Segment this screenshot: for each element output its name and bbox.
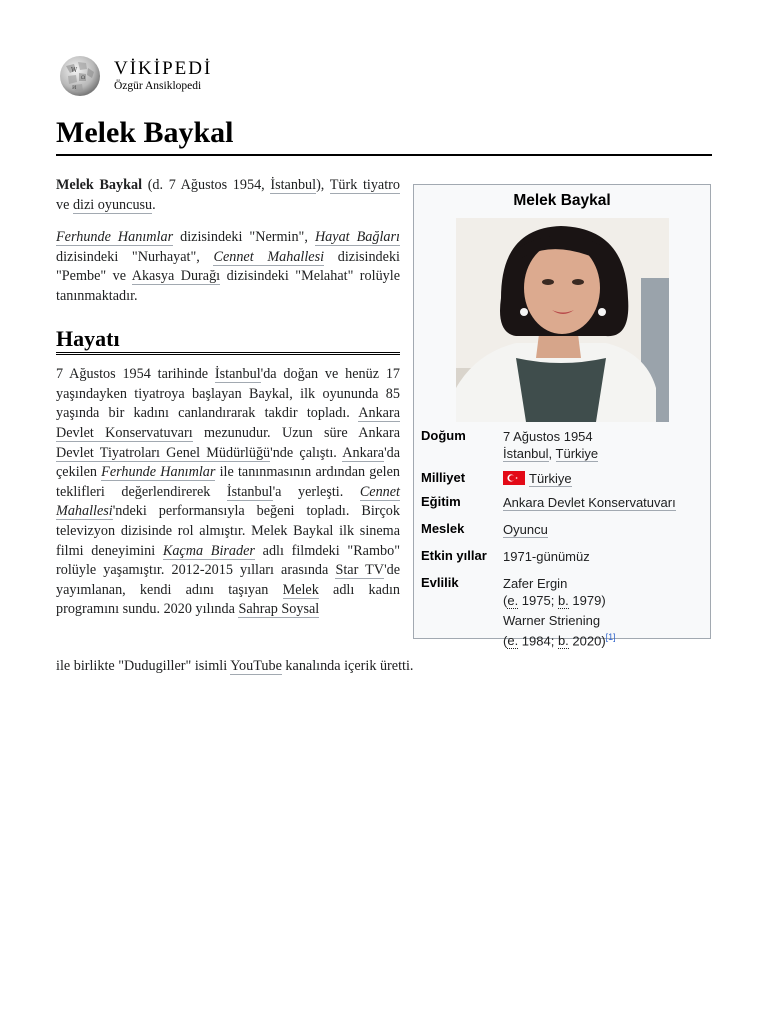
abbr-evlilik: e. bbox=[507, 593, 519, 608]
value-evlilik bbox=[503, 575, 703, 649]
reference-link[interactable]: [1] bbox=[605, 632, 616, 642]
wikipedia-globe-logo bbox=[56, 54, 104, 98]
site-header[interactable] bbox=[56, 54, 212, 98]
portrait-photo[interactable] bbox=[456, 218, 669, 422]
label-etkin-yillar: Etkin yıllar bbox=[421, 548, 487, 563]
link-istanbul[interactable]: İstanbul bbox=[270, 177, 317, 193]
spouse-2-name: Warner Striening bbox=[503, 613, 601, 628]
label-milliyet: Milliyet bbox=[421, 470, 466, 485]
link-dizi-oyuncusu[interactable]: dizi oyuncusu bbox=[72, 196, 153, 213]
value-meslek bbox=[503, 521, 703, 538]
label-meslek: Meslek bbox=[421, 521, 465, 536]
value-egitim bbox=[503, 494, 703, 511]
text: 2020) bbox=[568, 633, 606, 649]
text: ile birlikte "Dudugiller" isimli bbox=[56, 658, 231, 674]
text: ile tanınmasının ardından gelen teklifleri değerlendirerek bbox=[56, 464, 400, 500]
text: ( bbox=[503, 593, 508, 608]
text: ( bbox=[503, 633, 508, 649]
section-heading-hayati: Hayatı bbox=[56, 329, 400, 356]
value-milliyet bbox=[503, 470, 703, 487]
article-body bbox=[56, 176, 400, 633]
text: 1979) bbox=[568, 593, 606, 608]
infobox-row-milliyet bbox=[414, 468, 710, 489]
site-name: VİKİPEDİ bbox=[114, 58, 213, 79]
text: , bbox=[548, 446, 556, 461]
infobox-row-evlilik bbox=[414, 573, 710, 651]
link-akasya-duragi[interactable]: Akasya Durağı bbox=[131, 268, 221, 285]
infobox-row-dogum bbox=[414, 426, 710, 464]
page-title: Melek Baykal bbox=[56, 116, 712, 156]
svg-text:Ω: Ω bbox=[81, 75, 86, 81]
hayati-paragraph bbox=[56, 365, 400, 620]
text: . bbox=[152, 196, 156, 213]
text: mezunudur. Uzun süre Ankara bbox=[192, 424, 400, 441]
text: dizisindeki "Nermin", bbox=[173, 229, 315, 246]
link-istanbul[interactable]: İstanbul bbox=[214, 366, 261, 383]
svg-text:W: W bbox=[71, 67, 78, 74]
link-ankara-devlet-konservatuvari[interactable]: Ankara Devlet Konservatuvarı bbox=[503, 495, 676, 510]
link-turk-tiyatro[interactable]: Türk tiyatro bbox=[329, 177, 400, 193]
link-youtube[interactable]: YouTube bbox=[230, 658, 282, 674]
link-ankara[interactable]: Ankara bbox=[342, 444, 385, 461]
abbr-evlilik: e. bbox=[507, 633, 519, 649]
link-turkiye[interactable]: Türkiye bbox=[529, 471, 572, 486]
site-tagline: Özgür Ansiklopedi bbox=[114, 80, 202, 92]
birth-place bbox=[503, 445, 703, 462]
intro-paragraph-1 bbox=[56, 176, 400, 215]
abbr-bosanma: b. bbox=[557, 633, 569, 649]
link-melek[interactable]: Melek bbox=[282, 581, 319, 598]
link-ankara-devlet-konservatuvari[interactable]: Ankara Devlet Konservatuvarı bbox=[56, 405, 400, 441]
text: dizisindeki "Melahat" rolüyle tanınmaktadır. bbox=[56, 268, 400, 304]
turkey-flag-icon bbox=[503, 471, 525, 485]
infobox-row-etkin bbox=[414, 546, 710, 567]
abbr-bosanma: b. bbox=[557, 593, 569, 608]
text: (d. 7 Ağustos 1954, bbox=[142, 177, 271, 193]
link-kacma-birader[interactable]: Kaçma Birader bbox=[162, 542, 255, 559]
text: 'da çekilen bbox=[56, 444, 401, 481]
text: adlı filmdeki "Rambo" rolüyle yaşamıştır. 2012-2015 yılları arasında bbox=[56, 542, 400, 579]
link-oyuncu[interactable]: Oyuncu bbox=[503, 522, 548, 537]
label-dogum: Doğum bbox=[421, 428, 466, 443]
intro-paragraph-2 bbox=[56, 228, 400, 306]
infobox-row-egitim bbox=[414, 492, 710, 513]
text: 7 Ağustos 1954 tarihinde bbox=[56, 366, 215, 383]
link-cennet-mahallesi[interactable]: Cennet Mahallesi bbox=[213, 248, 325, 265]
birth-date: 7 Ağustos 1954 bbox=[503, 429, 593, 444]
value-dogum bbox=[503, 428, 703, 462]
infobox-row-meslek bbox=[414, 519, 710, 540]
link-ferhunde-hanimlar[interactable]: Ferhunde Hanımlar bbox=[56, 229, 174, 246]
link-hayat-baglari[interactable]: Hayat Bağları bbox=[314, 229, 400, 246]
text: adlı kadın programını sundu. 2020 yılında bbox=[56, 581, 401, 618]
link-ferhunde-hanimlar[interactable]: Ferhunde Hanımlar bbox=[101, 464, 216, 481]
label-evlilik: Evlilik bbox=[421, 575, 459, 590]
site-text bbox=[114, 59, 212, 93]
text: 'a yerleşti. bbox=[272, 483, 360, 500]
text: 'da doğan ve henüz 17 yaşındayken tiyatroya başlayan Baykal, ilk oyununda 85 yaşında bir kadını canlandırarak takdir topladı. bbox=[56, 366, 401, 422]
link-cennet-mahallesi[interactable]: Cennet Mahallesi bbox=[56, 483, 400, 520]
text: ), bbox=[316, 177, 330, 193]
label-egitim: Eğitim bbox=[421, 494, 461, 509]
link-devlet-tiyatrolari[interactable]: Devlet Tiyatroları Genel Müdürlüğü bbox=[56, 444, 271, 461]
link-star-tv[interactable]: Star TV bbox=[335, 562, 385, 579]
text: ve bbox=[56, 196, 73, 213]
spouse-2-dates bbox=[503, 629, 703, 649]
link-istanbul[interactable]: İstanbul bbox=[503, 446, 549, 461]
hayati-tail-line bbox=[56, 657, 413, 677]
link-sahrap-soysal[interactable]: Sahrap Soysal bbox=[238, 601, 320, 618]
text: 1975; bbox=[518, 593, 558, 608]
link-istanbul[interactable]: İstanbul bbox=[226, 483, 273, 500]
subject-name: Melek Baykal bbox=[56, 177, 143, 193]
text: 'de yayımlanan, kendi adını taşıyan bbox=[56, 562, 401, 598]
link-turkiye[interactable]: Türkiye bbox=[555, 446, 599, 461]
text: 'nde çalıştı. bbox=[270, 444, 343, 461]
value-etkin-yillar: 1971-günümüz bbox=[503, 549, 590, 564]
infobox-title: Melek Baykal bbox=[513, 192, 611, 209]
infobox-rows bbox=[414, 426, 710, 651]
text: dizisindeki "Pembe" ve bbox=[56, 248, 400, 285]
text: kanalında içerik üretti. bbox=[281, 658, 414, 674]
text: dizisindeki "Nurhayat", bbox=[56, 248, 214, 265]
spouse-1-dates bbox=[503, 592, 703, 609]
text: 'ndeki performansıyla beğeni topladı. Birçok televizyon dizisinde rol almıştır. Melek Baykal ilk sinema filmi deneyimini bbox=[56, 503, 400, 559]
infobox bbox=[413, 184, 711, 649]
spouse-1-name: Zafer Ergin bbox=[503, 576, 568, 591]
svg-text:И: И bbox=[72, 85, 77, 91]
text: 1984; bbox=[518, 633, 558, 649]
